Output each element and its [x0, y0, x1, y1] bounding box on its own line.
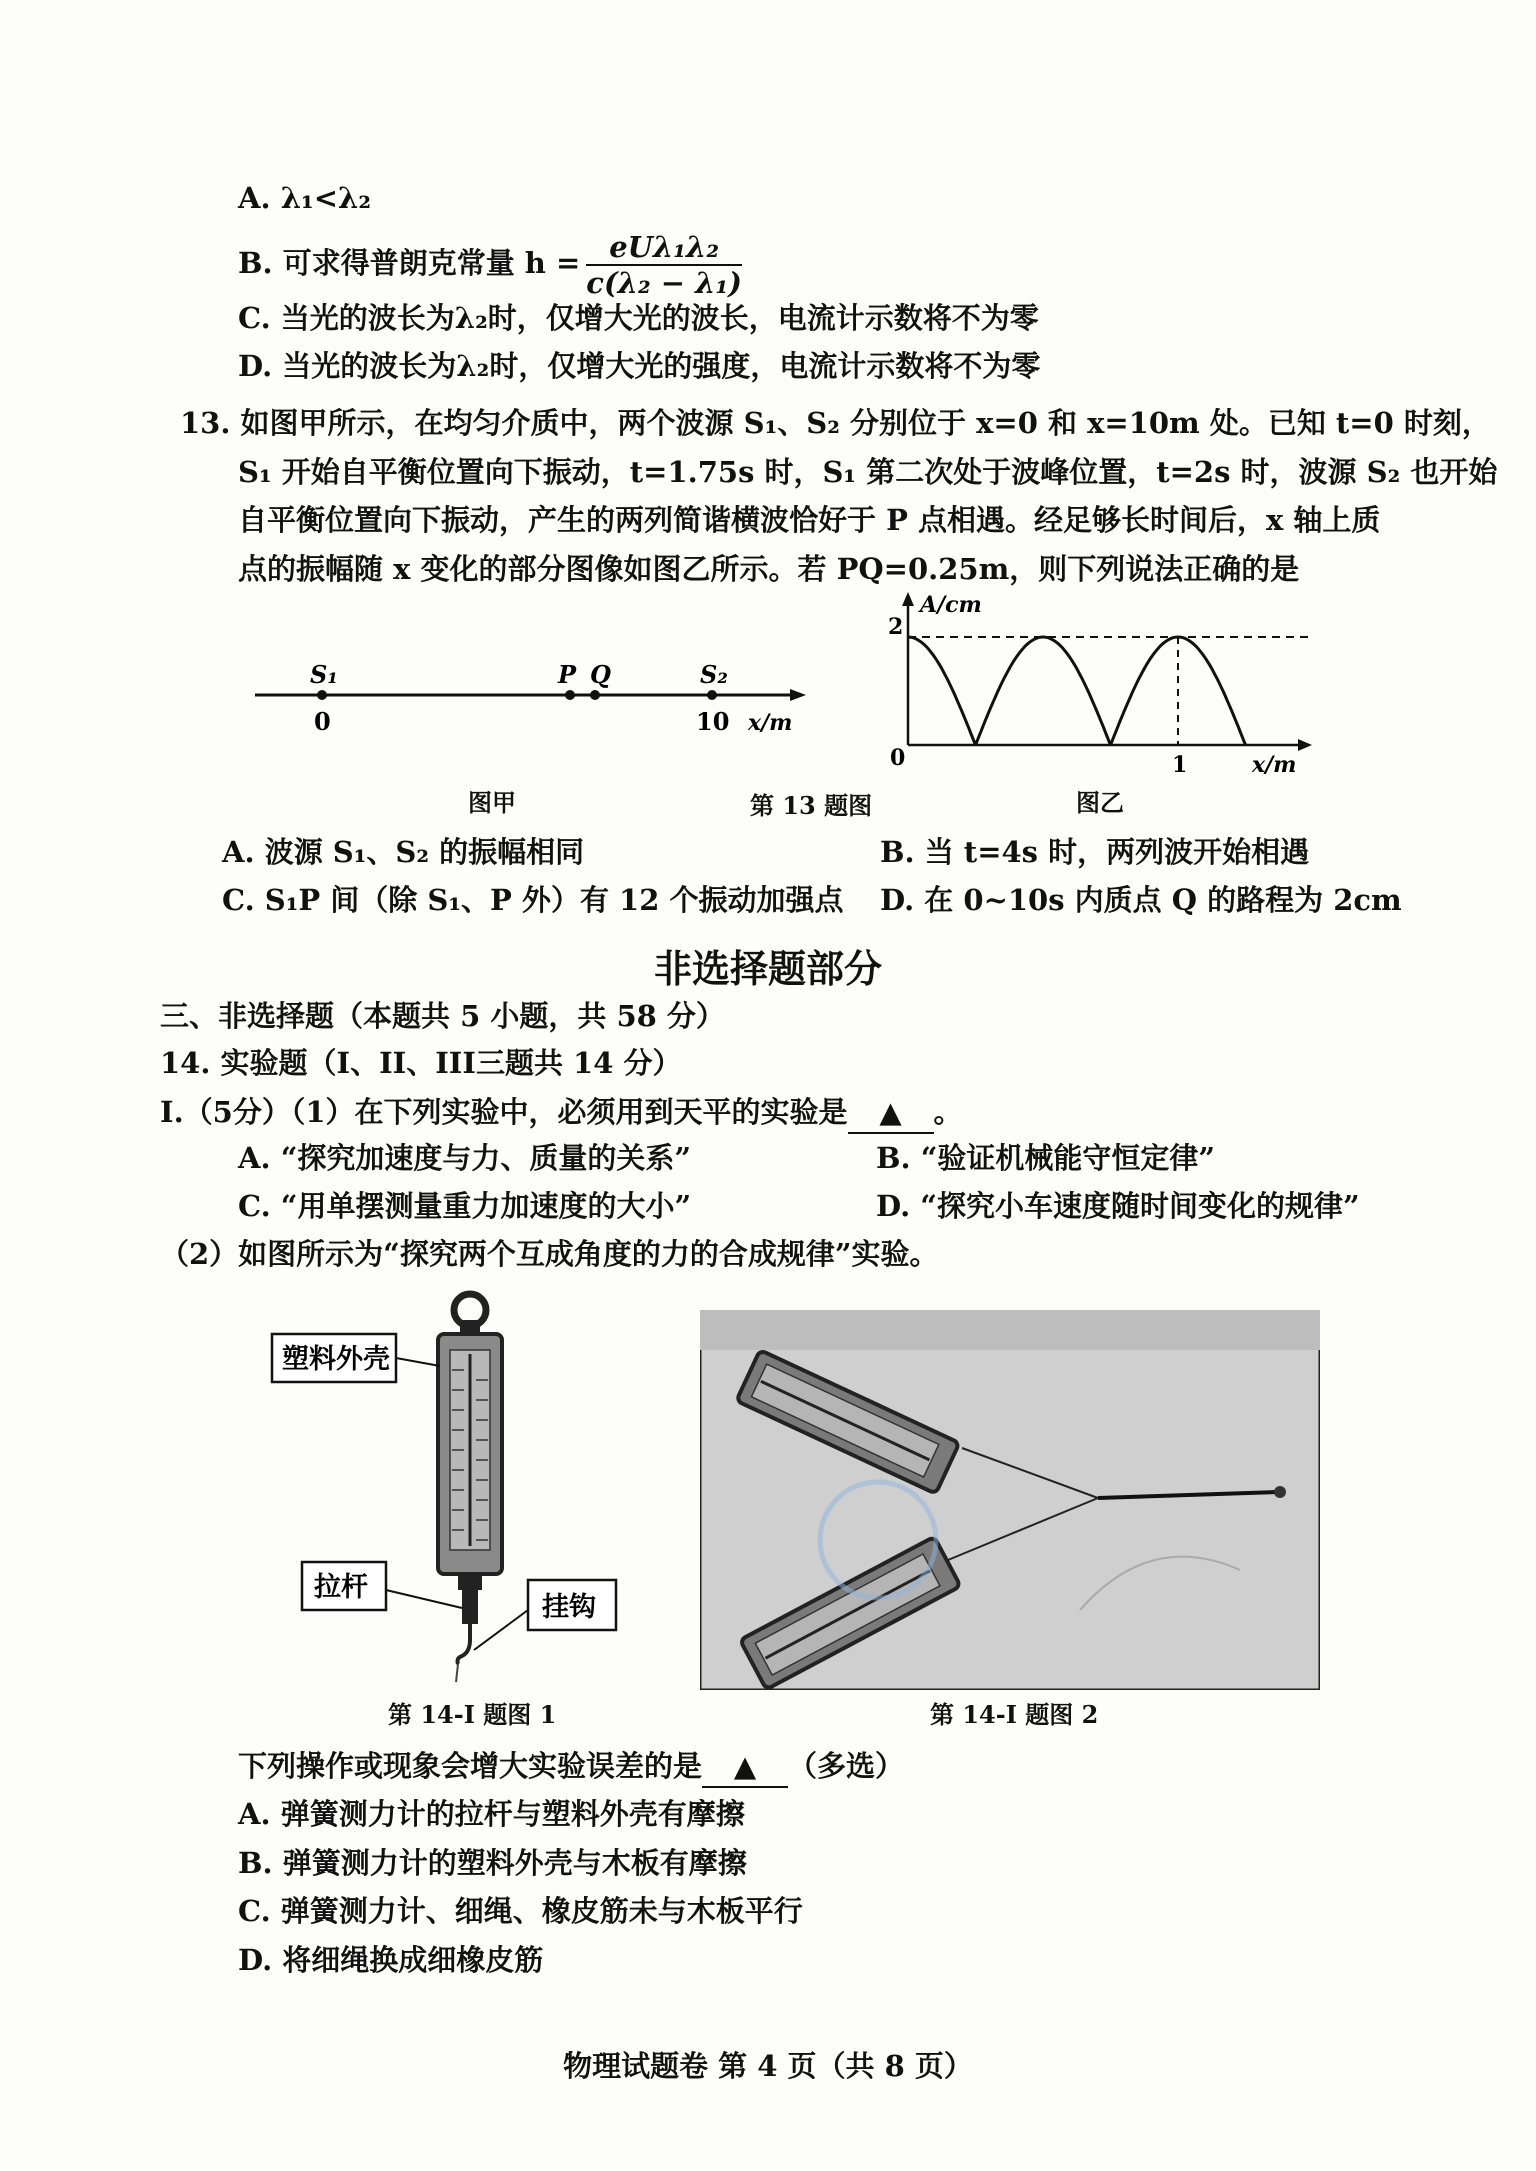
- q14-1-op-d: D. 将细绳换成细橡皮筋: [238, 1943, 544, 1977]
- experiment-photo: [700, 1310, 1320, 1690]
- y-axis-label: A/cm: [920, 592, 982, 618]
- q14-1-op-a: A. 弹簧测力计的拉杆与塑料外壳有摩擦: [238, 1797, 745, 1831]
- figure-jia-number-line: [250, 650, 810, 760]
- answer-blank-1[interactable]: ▲: [848, 1092, 934, 1134]
- planck-formula: [586, 230, 742, 300]
- q14-1-option-c: C. “用单摆测量重力加速度的大小”: [238, 1189, 692, 1223]
- section-title: 非选择题部分: [653, 947, 882, 991]
- figure-jia-caption: 图甲: [468, 788, 516, 817]
- q14-1-option-a: A. “探究加速度与力、质量的关系”: [238, 1141, 692, 1175]
- q12-option-c: C. 当光的波长为λ₂时，仅增大光的波长，电流计示数将不为零: [238, 301, 1039, 335]
- point-s2: [707, 690, 717, 700]
- q14-1-stem-end: 。: [933, 1095, 963, 1129]
- q13-line-1: 13. 如图甲所示，在均匀介质中，两个波源 S₁、S₂ 分别位于 x=0 和 x=10m 处。已知 t=0 时刻，: [180, 406, 1491, 440]
- label-q: Q: [590, 660, 611, 689]
- q14-1-option-d: D. “探究小车速度随时间变化的规律”: [876, 1189, 1360, 1223]
- q14-1-part-2: （2）如图所示为“探究两个互成角度的力的合成规律”实验。: [160, 1237, 939, 1271]
- q14-heading: 14. 实验题（I、II、III三题共 14 分）: [160, 1046, 682, 1080]
- point-q: [590, 690, 600, 700]
- x-tick-1: 1: [1172, 752, 1188, 778]
- label-p: P: [558, 660, 577, 689]
- q12-option-b-text: B. 可求得普朗克常量 h =: [238, 246, 581, 280]
- label-pull-rod: 拉杆: [314, 1572, 368, 1603]
- q14-1-stem-text: I.（5分）（1）在下列实验中，必须用到天平的实验是: [160, 1095, 848, 1129]
- label-hook: 挂钩: [542, 1592, 596, 1623]
- hook-icon: [458, 1624, 471, 1664]
- anchor-pin: [1274, 1486, 1286, 1498]
- y-tick-2: 2: [888, 614, 904, 640]
- q13-option-a: A. 波源 S₁、S₂ 的振幅相同: [222, 835, 585, 869]
- figure-yi-caption: 图乙: [1076, 788, 1124, 817]
- label-plastic-shell: 塑料外壳: [282, 1344, 390, 1375]
- q13-line-3: 自平衡位置向下振动，产生的两列简谐横波恰好于 P 点相遇。经足够长时间后，x 轴上质: [238, 503, 1381, 537]
- q12-option-a: A. λ₁<λ₂: [238, 181, 372, 215]
- tick-ten: 10: [696, 707, 730, 736]
- q13-option-c: C. S₁P 间（除 S₁、P 外）有 12 个振动加强点: [222, 883, 844, 917]
- q13-option-d: D. 在 0~10s 内质点 Q 的路程为 2cm: [880, 883, 1402, 917]
- q14-1-op-c: C. 弹簧测力计、细绳、橡皮筋未与木板平行: [238, 1894, 803, 1928]
- planck-numerator: eUλ₁λ₂: [586, 230, 742, 266]
- amplitude-segment: [976, 637, 1044, 745]
- q13-figure-caption: 第 13 题图: [750, 791, 873, 820]
- tick-zero: 0: [314, 707, 331, 736]
- figure-14-2-caption: 第 14-I 题图 2: [930, 1700, 1099, 1729]
- page-footer: 物理试题卷 第 4 页（共 8 页）: [563, 2049, 973, 2083]
- q14-1-question-text: 下列操作或现象会增大实验误差的是: [238, 1749, 703, 1783]
- planck-denominator: c(λ₂ − λ₁): [586, 266, 742, 300]
- label-s1: S₁: [310, 660, 338, 689]
- label-s2: S₂: [700, 660, 728, 689]
- q13-line-2: S₁ 开始自平衡位置向下振动，t=1.75s 时，S₁ 第二次处于波峰位置，t=2s 时，波源 S₂ 也开始: [238, 455, 1498, 489]
- q14-1-question: [238, 1746, 904, 1788]
- amplitude-segment: [908, 637, 976, 745]
- point-p: [565, 690, 575, 700]
- amplitude-segment: [1043, 637, 1111, 745]
- spring-scale-figure: [260, 1290, 680, 1690]
- q13-line-4: 点的振幅随 x 变化的部分图像如图乙所示。若 PQ=0.25m，则下列说法正确的是: [238, 552, 1300, 586]
- q14-1-question-end: （多选）: [788, 1749, 905, 1783]
- figure-14-1-caption: 第 14-I 题图 1: [388, 1700, 557, 1729]
- q14-1-stem: [160, 1092, 963, 1134]
- answer-blank-2[interactable]: ▲: [702, 1746, 788, 1788]
- x-unit-jia: x/m: [748, 710, 793, 736]
- point-s1: [317, 690, 327, 700]
- q13-option-b: B. 当 t=4s 时，两列波开始相遇: [880, 835, 1310, 869]
- q12-option-d: D. 当光的波长为λ₂时，仅增大光的强度，电流计示数将不为零: [238, 349, 1041, 383]
- amplitude-segment: [1111, 637, 1179, 745]
- x-axis-label: x/m: [1252, 752, 1297, 778]
- figure-yi-amplitude-chart: [860, 590, 1340, 780]
- q12-option-b: [238, 230, 742, 300]
- amplitude-segment: [1178, 637, 1246, 745]
- origin-label: 0: [890, 745, 906, 771]
- section-heading: 三、非选择题（本题共 5 小题，共 58 分）: [160, 999, 725, 1033]
- pull-rod: [462, 1590, 478, 1624]
- q14-1-op-b: B. 弹簧测力计的塑料外壳与木板有摩擦: [238, 1846, 747, 1880]
- q14-1-option-b: B. “验证机械能守恒定律”: [876, 1141, 1216, 1175]
